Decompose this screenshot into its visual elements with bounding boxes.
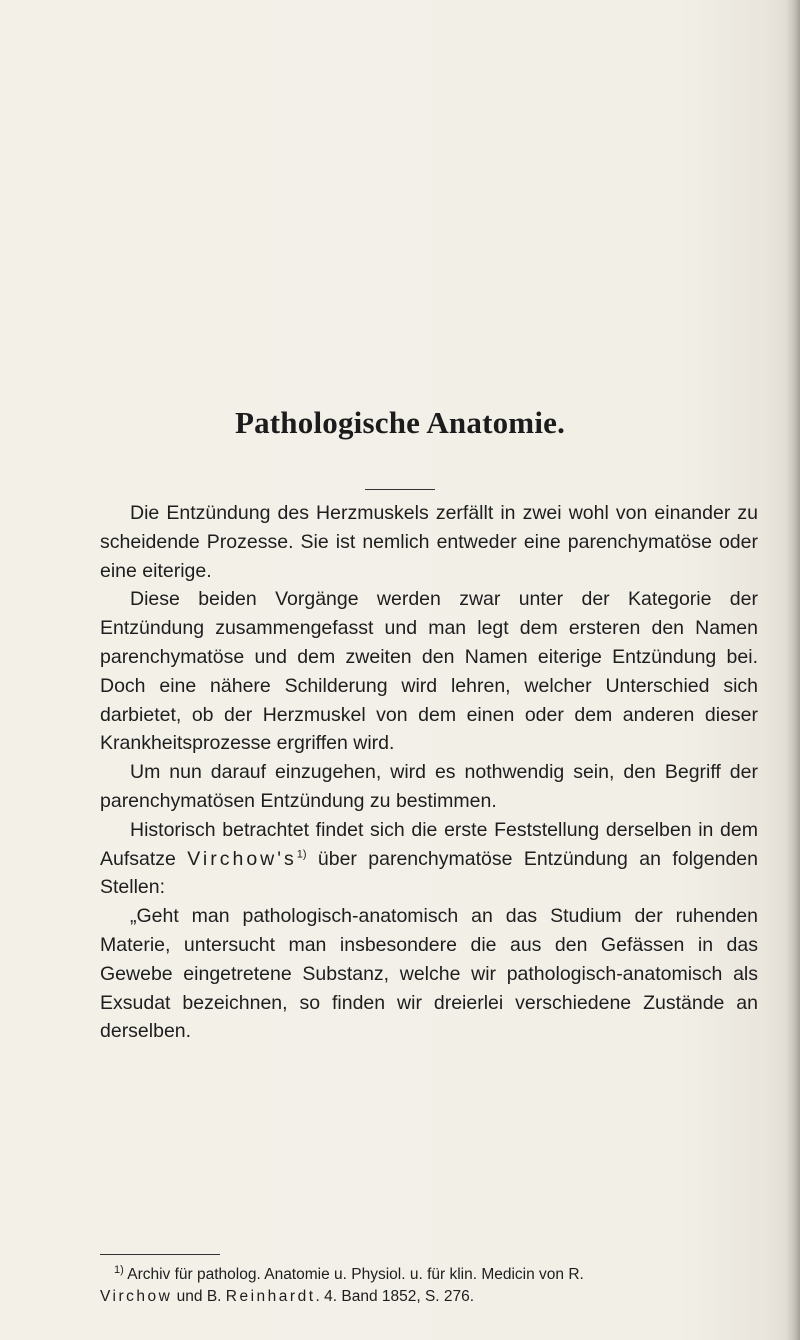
footnote-citation: Archiv für patholog. Anatomie u. Physiol. u. für klin. Medicin von R. — [127, 1266, 584, 1283]
title-divider — [365, 489, 435, 490]
author-name-virchow: Virchow's — [187, 847, 297, 870]
footnote-reference: 1) — [296, 848, 307, 861]
page-title: Pathologische Anatomie. — [234, 405, 566, 440]
footnote-marker: 1) — [114, 1263, 124, 1276]
paragraph-4-end: über parenchymatöse Entzündung an folgenden Stellen: — [100, 847, 758, 899]
page-edge-shadow — [786, 0, 800, 1340]
body-text — [100, 499, 758, 1046]
footnote-author-2: Reinhardt — [225, 1288, 316, 1305]
paragraph-4 — [100, 816, 758, 902]
paragraph-2: Diese beiden Vorgänge werden zwar unter der Kategorie der Entzündung zusammengefasst und man legt dem ersteren den Namen parenchymatöse und dem zweiten den Namen eiterige Entzündung bei. Doch eine nähere Schilderung wird lehren, welcher Unterschied sich darbietet, ob der Herzmuskel von dem einen oder dem anderen dieser Krankheitsprozesse ergriffen wird. — [100, 588, 758, 755]
paragraph-5-quote: „Geht man pathologisch-anatomisch an das Studium der ruhenden Materie, untersucht man insbesondere die aus den Gefässen in das Gewebe eingetretene Substanz, welche wir pathologisch-anatomisch als Exsudat bezeichnen, so finden wir dreierlei verschiedene Zustände an derselben. — [100, 905, 758, 1043]
footnote-connector: und B. — [172, 1288, 226, 1305]
footnote-line-1 — [100, 1264, 760, 1286]
paragraph-3: Um nun darauf einzugehen, wird es nothwendig sein, den Begriff der parenchymatösen Entzündung zu bestimmen. — [100, 761, 758, 812]
paragraph-4-start: Historisch betrachtet findet sich die erste Feststellung derselben in dem Aufsatze — [100, 818, 758, 870]
footnote-volume: . 4. Band 1852, S. 276. — [315, 1288, 475, 1305]
paragraph-1: Die Entzündung des Herzmuskels zerfällt in zwei wohl von einander zu scheidende Prozesse. Sie ist nemlich entweder eine parenchymatöse oder eine eiterige. — [100, 502, 758, 582]
footnote — [100, 1264, 760, 1308]
footnote-author-1: Virchow — [100, 1288, 173, 1305]
footnote-line-2 — [100, 1286, 760, 1308]
footnote-divider — [100, 1254, 220, 1255]
